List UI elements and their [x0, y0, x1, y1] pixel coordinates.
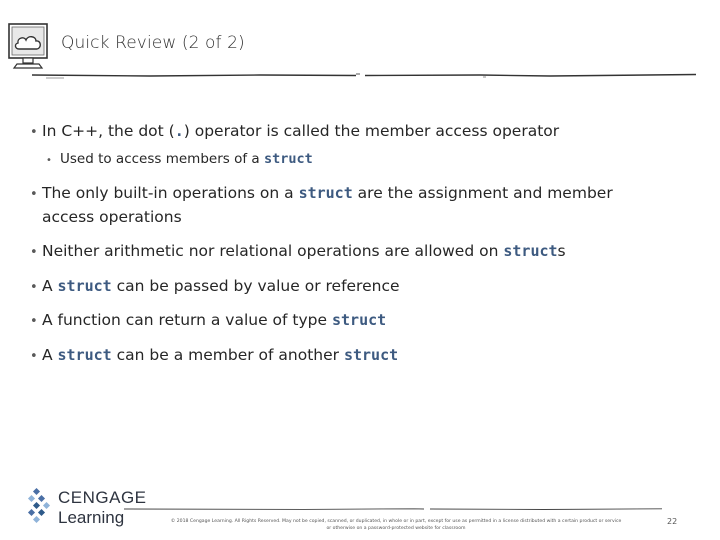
bullet-dot-icon: • [46, 155, 52, 166]
page-title: Quick Review (2 of 2) [61, 33, 245, 53]
bullet-item: • A struct can be passed by value or reference [30, 275, 400, 299]
bullet-item: • A function can return a value of type struct [30, 309, 386, 333]
bullet-item: • A struct can be a member of another struct [30, 344, 398, 368]
copyright-notice: © 2018 Cengage Learning. All Rights Reserved. May not be copied, scanned, or duplicated, in whole or in part, except for use as permitted in a license distributed with a certain product or service or otherwise on a password-protected website for classroom [170, 519, 622, 531]
title-divider [30, 70, 698, 80]
bullet-item: • The only built-in operations on a struct are the assignment and member access operations [30, 184, 613, 226]
logo-wordmark-cengage: CENGAGE [58, 488, 147, 507]
footer-divider [124, 506, 664, 512]
sub-bullet-item: • Used to access members of a struct [46, 148, 313, 172]
page-number: 22 [667, 517, 678, 526]
bullet-item: • In C++, the dot (.) operator is called the member access operator [30, 120, 559, 144]
bullet-item: • Neither arithmetic nor relational operations are allowed on structs [30, 240, 566, 264]
cloud-computer-icon [6, 18, 56, 72]
bullet-dot-icon: • [30, 349, 38, 364]
bullet-dot-icon: • [30, 245, 38, 260]
logo-wordmark-learning: Learning [58, 508, 125, 527]
bullet-dot-icon: • [30, 125, 38, 140]
bullet-dot-icon: • [30, 280, 38, 295]
bullet-dot-icon: • [30, 187, 38, 202]
bullet-dot-icon: • [30, 314, 38, 329]
